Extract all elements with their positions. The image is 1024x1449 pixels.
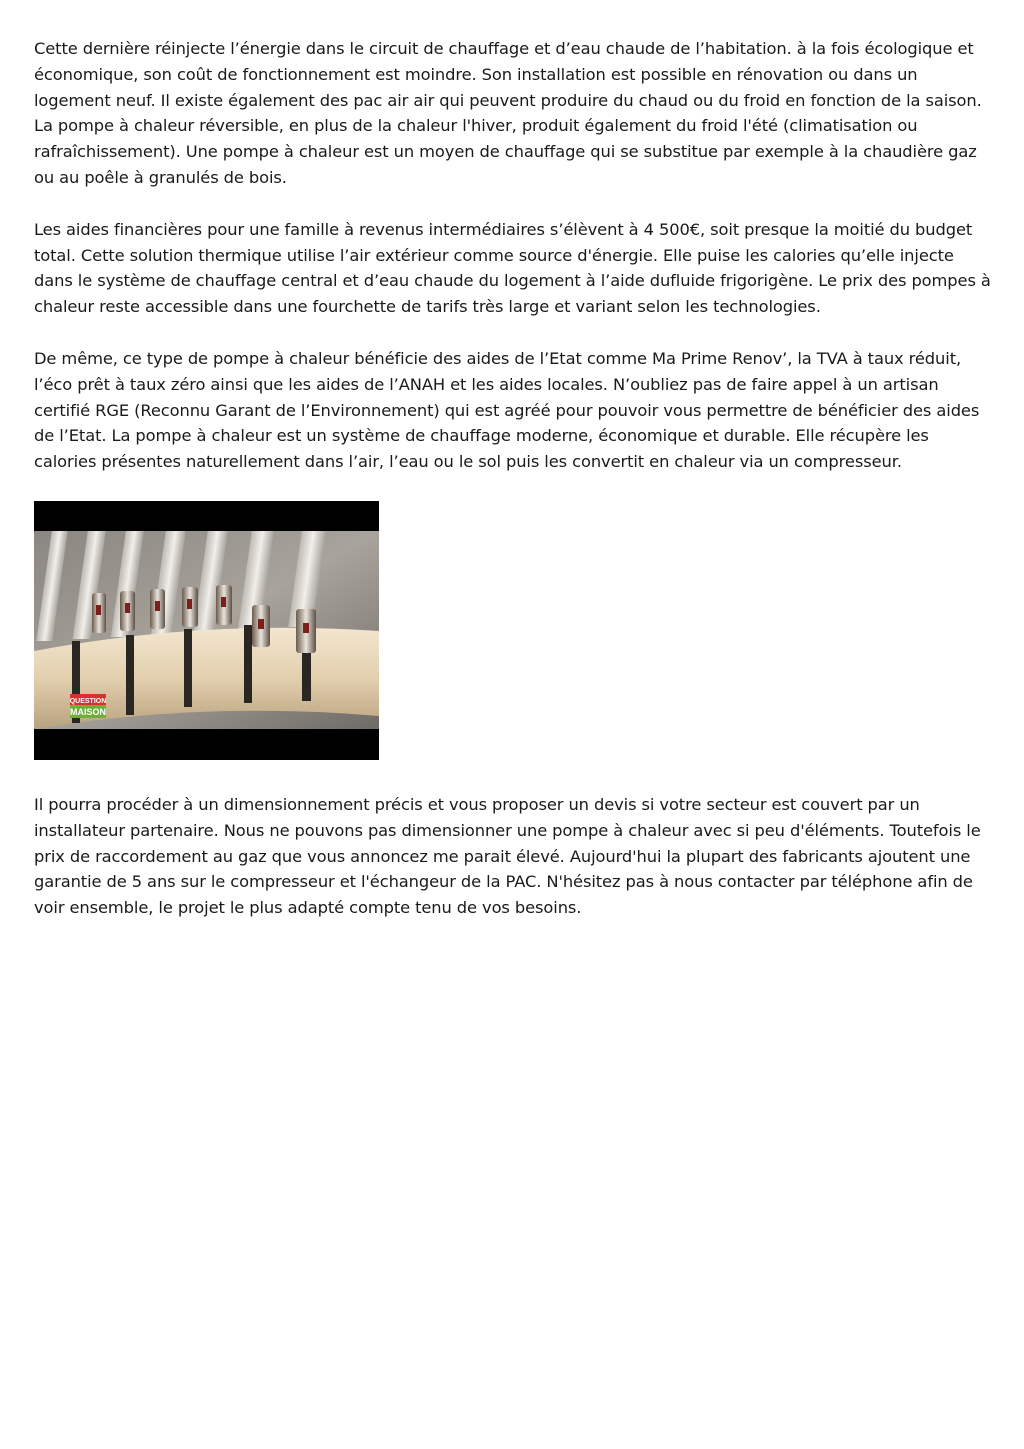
heating-manifold-image [34, 501, 379, 760]
document-page [34, 36, 996, 947]
video-thumbnail[interactable] [34, 501, 379, 760]
paragraph-3: De même, ce type de pompe à chaleur bénéficie des aides de l’Etat comme Ma Prime Renov’, la TVA à taux réduit, l’éco prêt à taux zéro ainsi que les aides de l’ANAH et les aides locales. N’oubliez pas de faire appel à un artisan certifié RGE (Reconnu Garant de l’Environnement) qui est agréé pour pouvoir vous permettre de bénéficier des aides de l’Etat. La pompe à chaleur est un système de chauffage moderne, économique et durable. Elle récupère les calories présentes naturellement dans l’air, l’eau ou le sol puis les convertit en chaleur via un compresseur. [34, 348, 980, 472]
paragraph-4: Il pourra procéder à un dimensionnement précis et vous proposer un devis si votre secteur est couvert par un installateur partenaire. Nous ne pouvons pas dimensionner une pompe à chaleur avec si peu d'éléments. Toutefois le prix de raccordement au gaz que vous annoncez me parait élevé. Aujourd'hui la plupart des fabricants ajoutent une garantie de 5 ans sur le compresseur et l'échangeur de la PAC. N'hésitez pas à nous contacter par téléphone afin de voir ensemble, le projet le plus adapté compte tenu de vos besoins. [34, 794, 981, 918]
paragraph-2: Les aides financières pour une famille à revenus intermédiaires s’élèvent à 4 500€, soit presque la moitié du budget total. Cette solution thermique utilise l’air extérieur comme source d'énergie. Elle puise les calories qu’elle injecte dans le système de chauffage central et d’eau chaude du logement à l’aide dufluide frigorigène. Le prix des pompes à chaleur reste accessible dans une fourchette de tarifs très large et variant selon les technologies. [34, 219, 991, 317]
logo-line-2: MAISON [70, 706, 106, 717]
logo-line-1: QUESTION [69, 697, 107, 705]
question-maison-logo [70, 694, 107, 718]
paragraph-1: Cette dernière réinjecte l’énergie dans le circuit de chauffage et d’eau chaude de l’habitation. à la fois écologique et économique, son coût de fonctionnement est moindre. Son installation est possible en rénovation ou dans un logement neuf. Il existe également des pac air air qui peuvent produire du chaud ou du froid en fonction de la saison. La pompe à chaleur réversible, en plus de la chaleur l'hiver, produit également du froid l'été (climatisation ou rafraîchissement). Une pompe à chaleur est un moyen de chauffage qui se substitue par exemple à la chaudière gaz ou au poêle à granulés de bois. [34, 39, 982, 187]
